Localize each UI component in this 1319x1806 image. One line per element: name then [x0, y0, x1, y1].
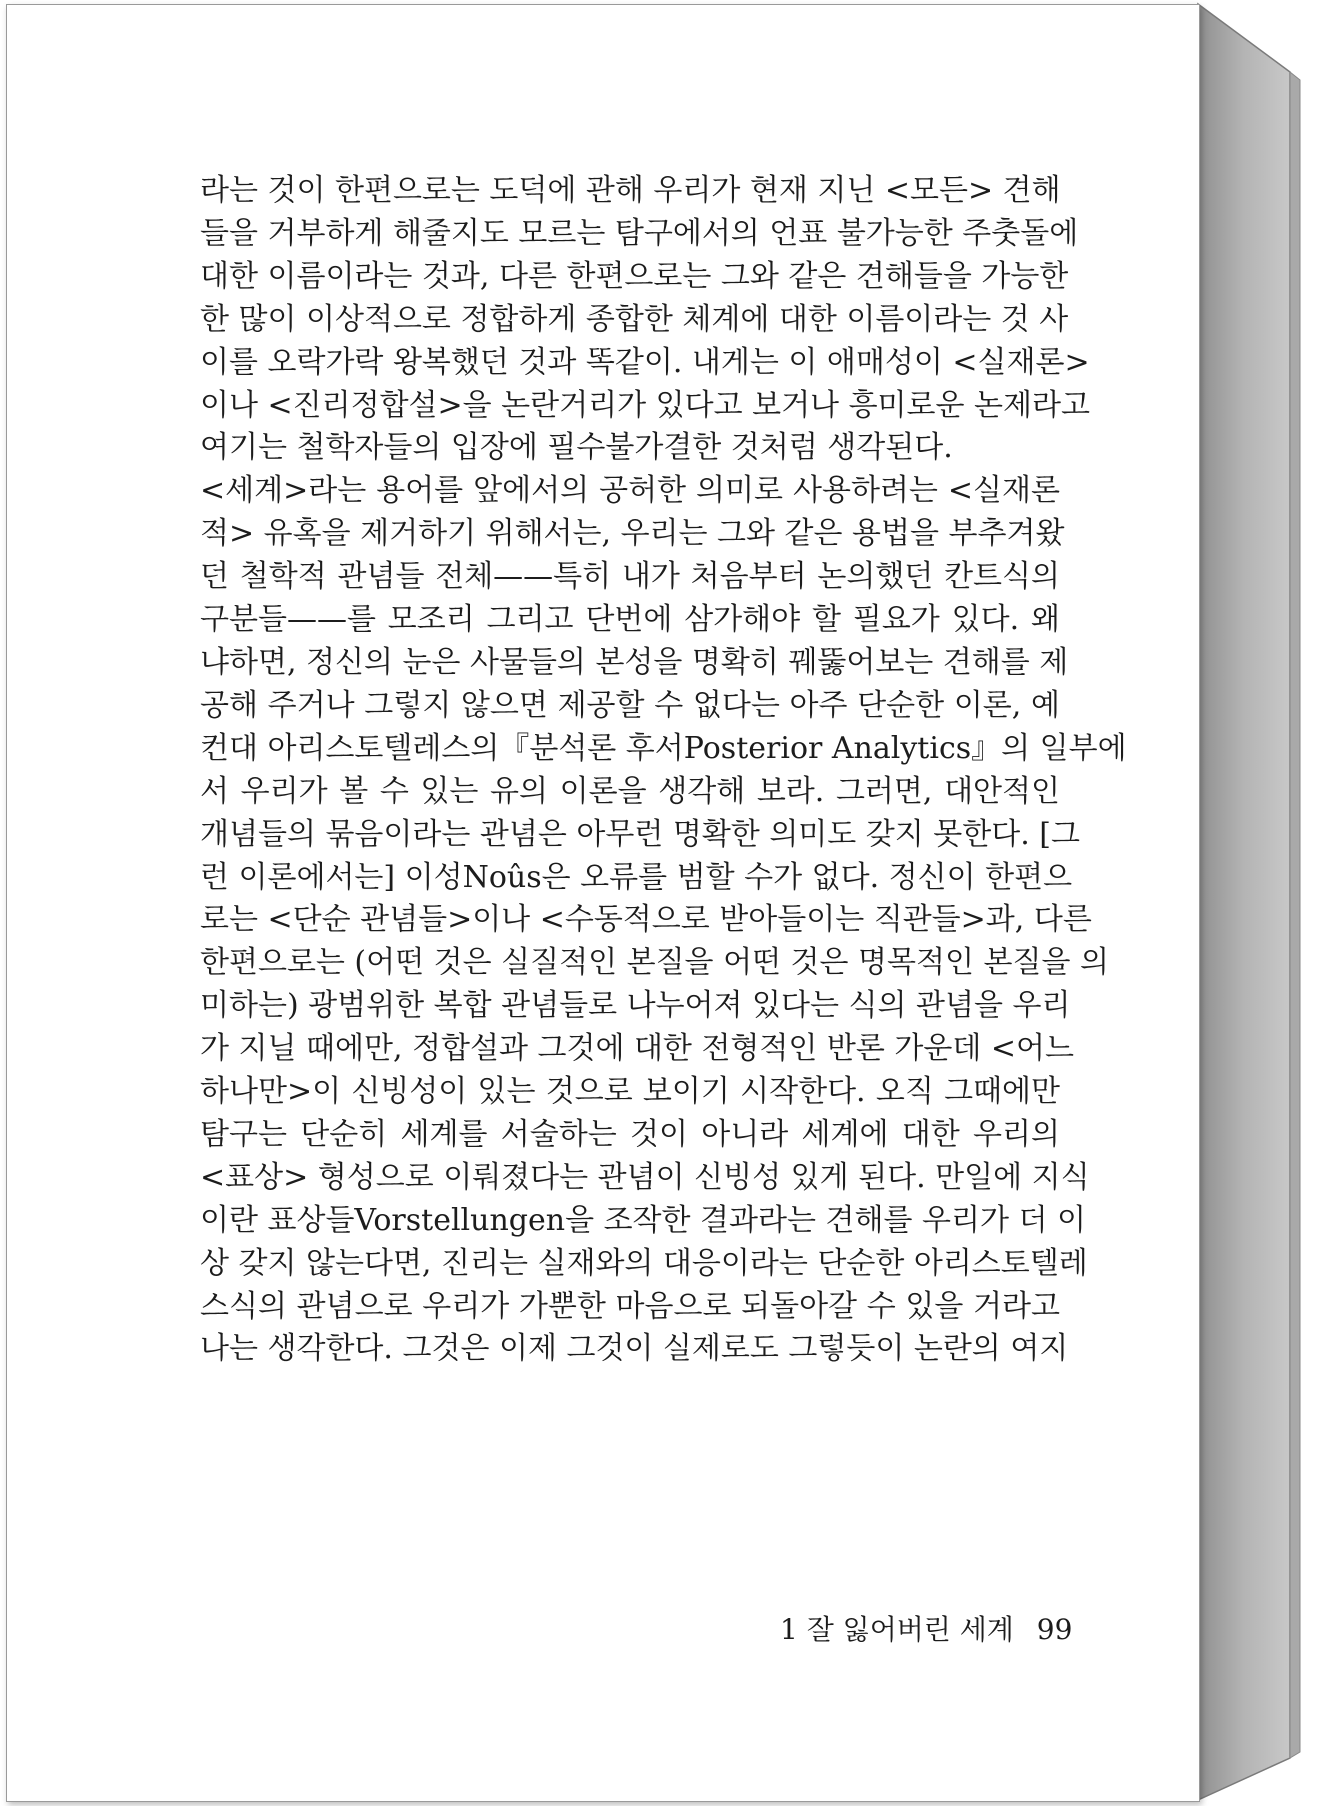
text-line: 컨대 아리스토텔레스의『분석론 후서Posterior Analytics』의 일부에: [200, 730, 1127, 766]
text-line: 개념들의 묶음이라는 관념은 아무런 명확한 의미도 갖지 못한다. [그: [200, 816, 1080, 852]
text-line: 스식의 관념으로 우리가 가뿐한 마음으로 되돌아갈 수 있을 거라고: [200, 1288, 1060, 1324]
text-line: 한편으로는 (어떤 것은 실질적인 본질을 어떤 것은 명목적인 본질을 의: [200, 945, 1109, 981]
text-line: 서 우리가 볼 수 있는 유의 이론을 생각해 보라. 그러면, 대안적인: [200, 773, 1060, 809]
text-line: 적> 유혹을 제거하기 위해서는, 우리는 그와 같은 용법을 부추겨왔: [200, 516, 1065, 552]
running-head: 1 잘 잃어버린 세계: [780, 1613, 1014, 1646]
text-line: 미하는) 광범위한 복합 관념들로 나누어져 있다는 식의 관념을 우리: [200, 988, 1071, 1024]
text-line: 여기는 철학자들의 입장에 필수불가결한 것처럼 생각된다.: [200, 430, 953, 466]
text-line: 구분들——를 모조리 그리고 단번에 삼가해야 할 필요가 있다. 왜: [200, 602, 1060, 638]
text-line: 한 많이 이상적으로 정합하게 종합한 체계에 대한 이름이라는 것 사: [200, 301, 1069, 337]
page-number: 99: [1036, 1613, 1073, 1646]
text-line: 던 철학적 관념들 전체——특히 내가 처음부터 논의했던 칸트식의: [200, 559, 1060, 595]
text-line: 이를 오락가락 왕복했던 것과 똑같이. 내게는 이 애매성이 <실재론>: [200, 344, 1090, 380]
text-line: 이나 <진리정합설>을 논란거리가 있다고 보거나 흥미로운 논제라고: [200, 387, 1090, 423]
text-line: 라는 것이 한편으로는 도덕에 관해 우리가 현재 지닌 <모든> 견해: [200, 173, 1061, 208]
text-line: 대한 이름이라는 것과, 다른 한편으로는 그와 같은 견해들을 가능한: [200, 258, 1069, 294]
text-line: 공해 주거나 그렇지 않으면 제공할 수 없다는 아주 단순한 이론, 예: [200, 687, 1060, 723]
text-line: 냐하면, 정신의 눈은 사물들의 본성을 명확히 꿰뚫어보는 견해를 제: [200, 644, 1069, 680]
text-line: 런 이론에서는] 이성Noûs은 오류를 범할 수가 없다. 정신이 한편으: [200, 859, 1073, 895]
text-line: 탐구는 단순히 세계를 서술하는 것이 아니라 세계에 대한 우리의: [200, 1116, 1060, 1152]
text-line: <표상> 형성으로 이뤄졌다는 관념이 신빙성 있게 된다. 만일에 지식: [200, 1159, 1090, 1195]
text-line: 하나만>이 신빙성이 있는 것으로 보이기 시작한다. 오직 그때에만: [200, 1074, 1060, 1110]
text-line: 가 지닐 때에만, 정합설과 그것에 대한 전형적인 반론 가운데 <어느: [200, 1031, 1074, 1067]
text-line: 들을 거부하게 해줄지도 모르는 탐구에서의 언표 불가능한 주춧돌에: [200, 215, 1079, 251]
text-line: 나는 생각한다. 그것은 이제 그것이 실제로도 그렇듯이 논란의 여지: [200, 1331, 1069, 1367]
text-line: <세계>라는 용어를 앞에서의 공허한 의미로 사용하려는 <실재론: [200, 473, 1060, 509]
text-line: 이란 표상들Vorstellungen을 조작한 결과라는 견해를 우리가 더 이: [200, 1202, 1086, 1238]
body-text: [200, 170, 1127, 1371]
text-line: 로는 <단순 관념들>이나 <수동적으로 받아들이는 직관들>과, 다른: [200, 902, 1092, 938]
text-line: 상 갖지 않는다면, 진리는 실재와의 대응이라는 단순한 아리스토텔레: [200, 1245, 1088, 1281]
page-footer: [780, 1608, 1073, 1648]
